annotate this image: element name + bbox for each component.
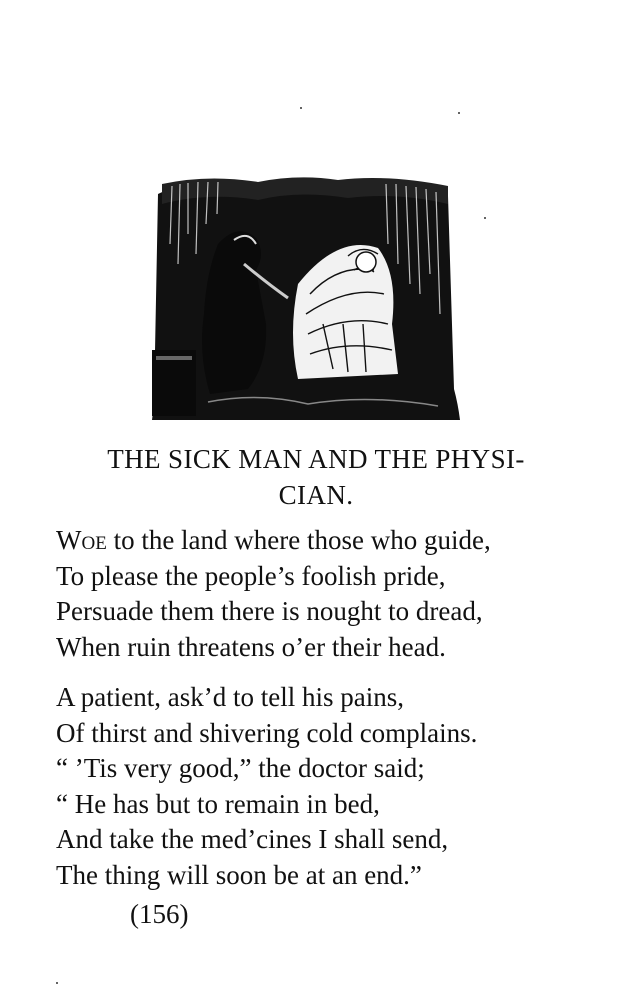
stanza-2 — [56, 680, 596, 893]
paper-speck — [56, 982, 58, 984]
engraving-illustration — [148, 174, 460, 420]
poem-title-line-2: CIAN. — [278, 480, 354, 510]
verse-line: And take the med’cines I shall send, — [56, 824, 449, 854]
stanza-1 — [56, 523, 596, 665]
paper-speck — [300, 107, 302, 109]
verse-line: “ ’Tis very good,” the doctor said; — [56, 753, 425, 783]
verse-line: To please the people’s foolish pride, — [56, 560, 446, 591]
paper-speck — [458, 112, 460, 114]
verse-line: A patient, ask’d to tell his pains, — [56, 682, 404, 712]
page-number: (156) — [130, 899, 189, 929]
verse-line: “ He has but to remain in bed, — [56, 788, 380, 819]
poem-title-line-1: THE SICK MAN AND THE PHYSI- — [107, 444, 525, 474]
engraving-sick-man-and-physician-icon — [152, 177, 460, 420]
paper-speck — [484, 217, 486, 219]
verse-line: Persuade them there is nought to dread, — [56, 596, 483, 626]
verse-first-word: Woe — [56, 525, 107, 555]
verse-line: The thing will soon be at an end.” — [56, 859, 422, 890]
verse-line: Of thirst and shivering cold complains. — [56, 717, 478, 748]
verse-line: When ruin threatens o’er their head. — [56, 631, 446, 662]
verse-line — [56, 523, 596, 559]
verse-first-line-rest: to the land where those who guide, — [106, 525, 491, 555]
